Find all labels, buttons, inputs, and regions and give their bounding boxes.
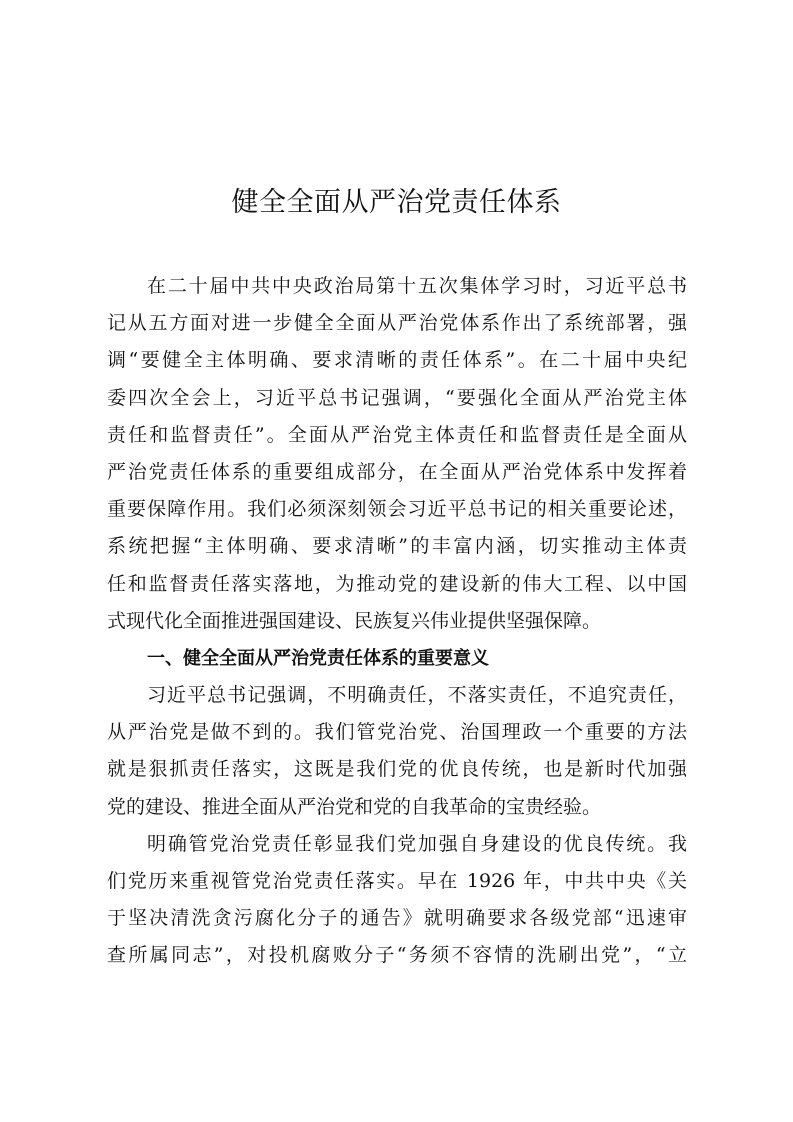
paragraph-line: 委四次全会上，习近平总书记强调，“要强化全面从严治党主体 <box>107 386 687 409</box>
paragraph-line: 从严治党是做不到的。我们管党治党、治国理政一个重要的方法 <box>107 721 687 744</box>
paragraph-first-line: 明确管党治党责任彰显我们党加强自身建设的优良传统。我 <box>147 832 687 855</box>
paragraph-line: 重要保障作用。我们必须深刻领会习近平总书记的相关重要论述， <box>107 498 687 521</box>
paragraph-line: 查所属同志”，对投机腐败分子“务须不容情的洗刷出党”，“立 <box>107 944 687 967</box>
paragraph-line: 严治党责任体系的重要组成部分，在全面从严治党体系中发挥着 <box>107 460 687 483</box>
document-title: 健全全面从严治党责任体系 <box>231 187 562 218</box>
paragraph-last-line: 党的建设、推进全面从严治党和党的自我革命的宝贵经验。 <box>107 795 602 818</box>
paragraph-first-line: 习近平总书记强调，不明确责任，不落实责任，不追究责任， <box>147 684 687 707</box>
paragraph-line: 就是狠抓责任落实，这既是我们党的优良传统，也是新时代加强 <box>107 758 687 781</box>
paragraph-line: 记从五方面对进一步健全全面从严治党体系作出了系统部署，强 <box>107 312 687 335</box>
paragraph-line: 系统把握“主体明确、要求清晰”的丰富内涵，切实推动主体责 <box>107 535 687 558</box>
paragraph-line: 调“要健全主体明确、要求清晰的责任体系”。在二十届中央纪 <box>107 349 687 372</box>
paragraph-line: 任和监督责任落实落地，为推动党的建设新的伟大工程、以中国 <box>107 572 687 595</box>
paragraph-first-line: 在二十届中共中央政治局第十五次集体学习时，习近平总书 <box>147 275 687 297</box>
paragraph-last-line: 式现代化全面推进强国建设、民族复兴伟业提供坚强保障。 <box>107 609 602 632</box>
paragraph-line: 于坚决清洗贪污腐化分子的通告》就明确要求各级党部“迅速审 <box>107 907 687 930</box>
section-heading: 一、健全全面从严治党责任体系的重要意义 <box>147 647 489 669</box>
paragraph-line: 们党历来重视管党治党责任落实。早在 1926 年，中共中央《关 <box>107 870 687 892</box>
document-body <box>107 268 687 975</box>
paragraph-line: 责任和监督责任”。全面从严治党主体责任和监督责任是全面从 <box>107 423 687 446</box>
